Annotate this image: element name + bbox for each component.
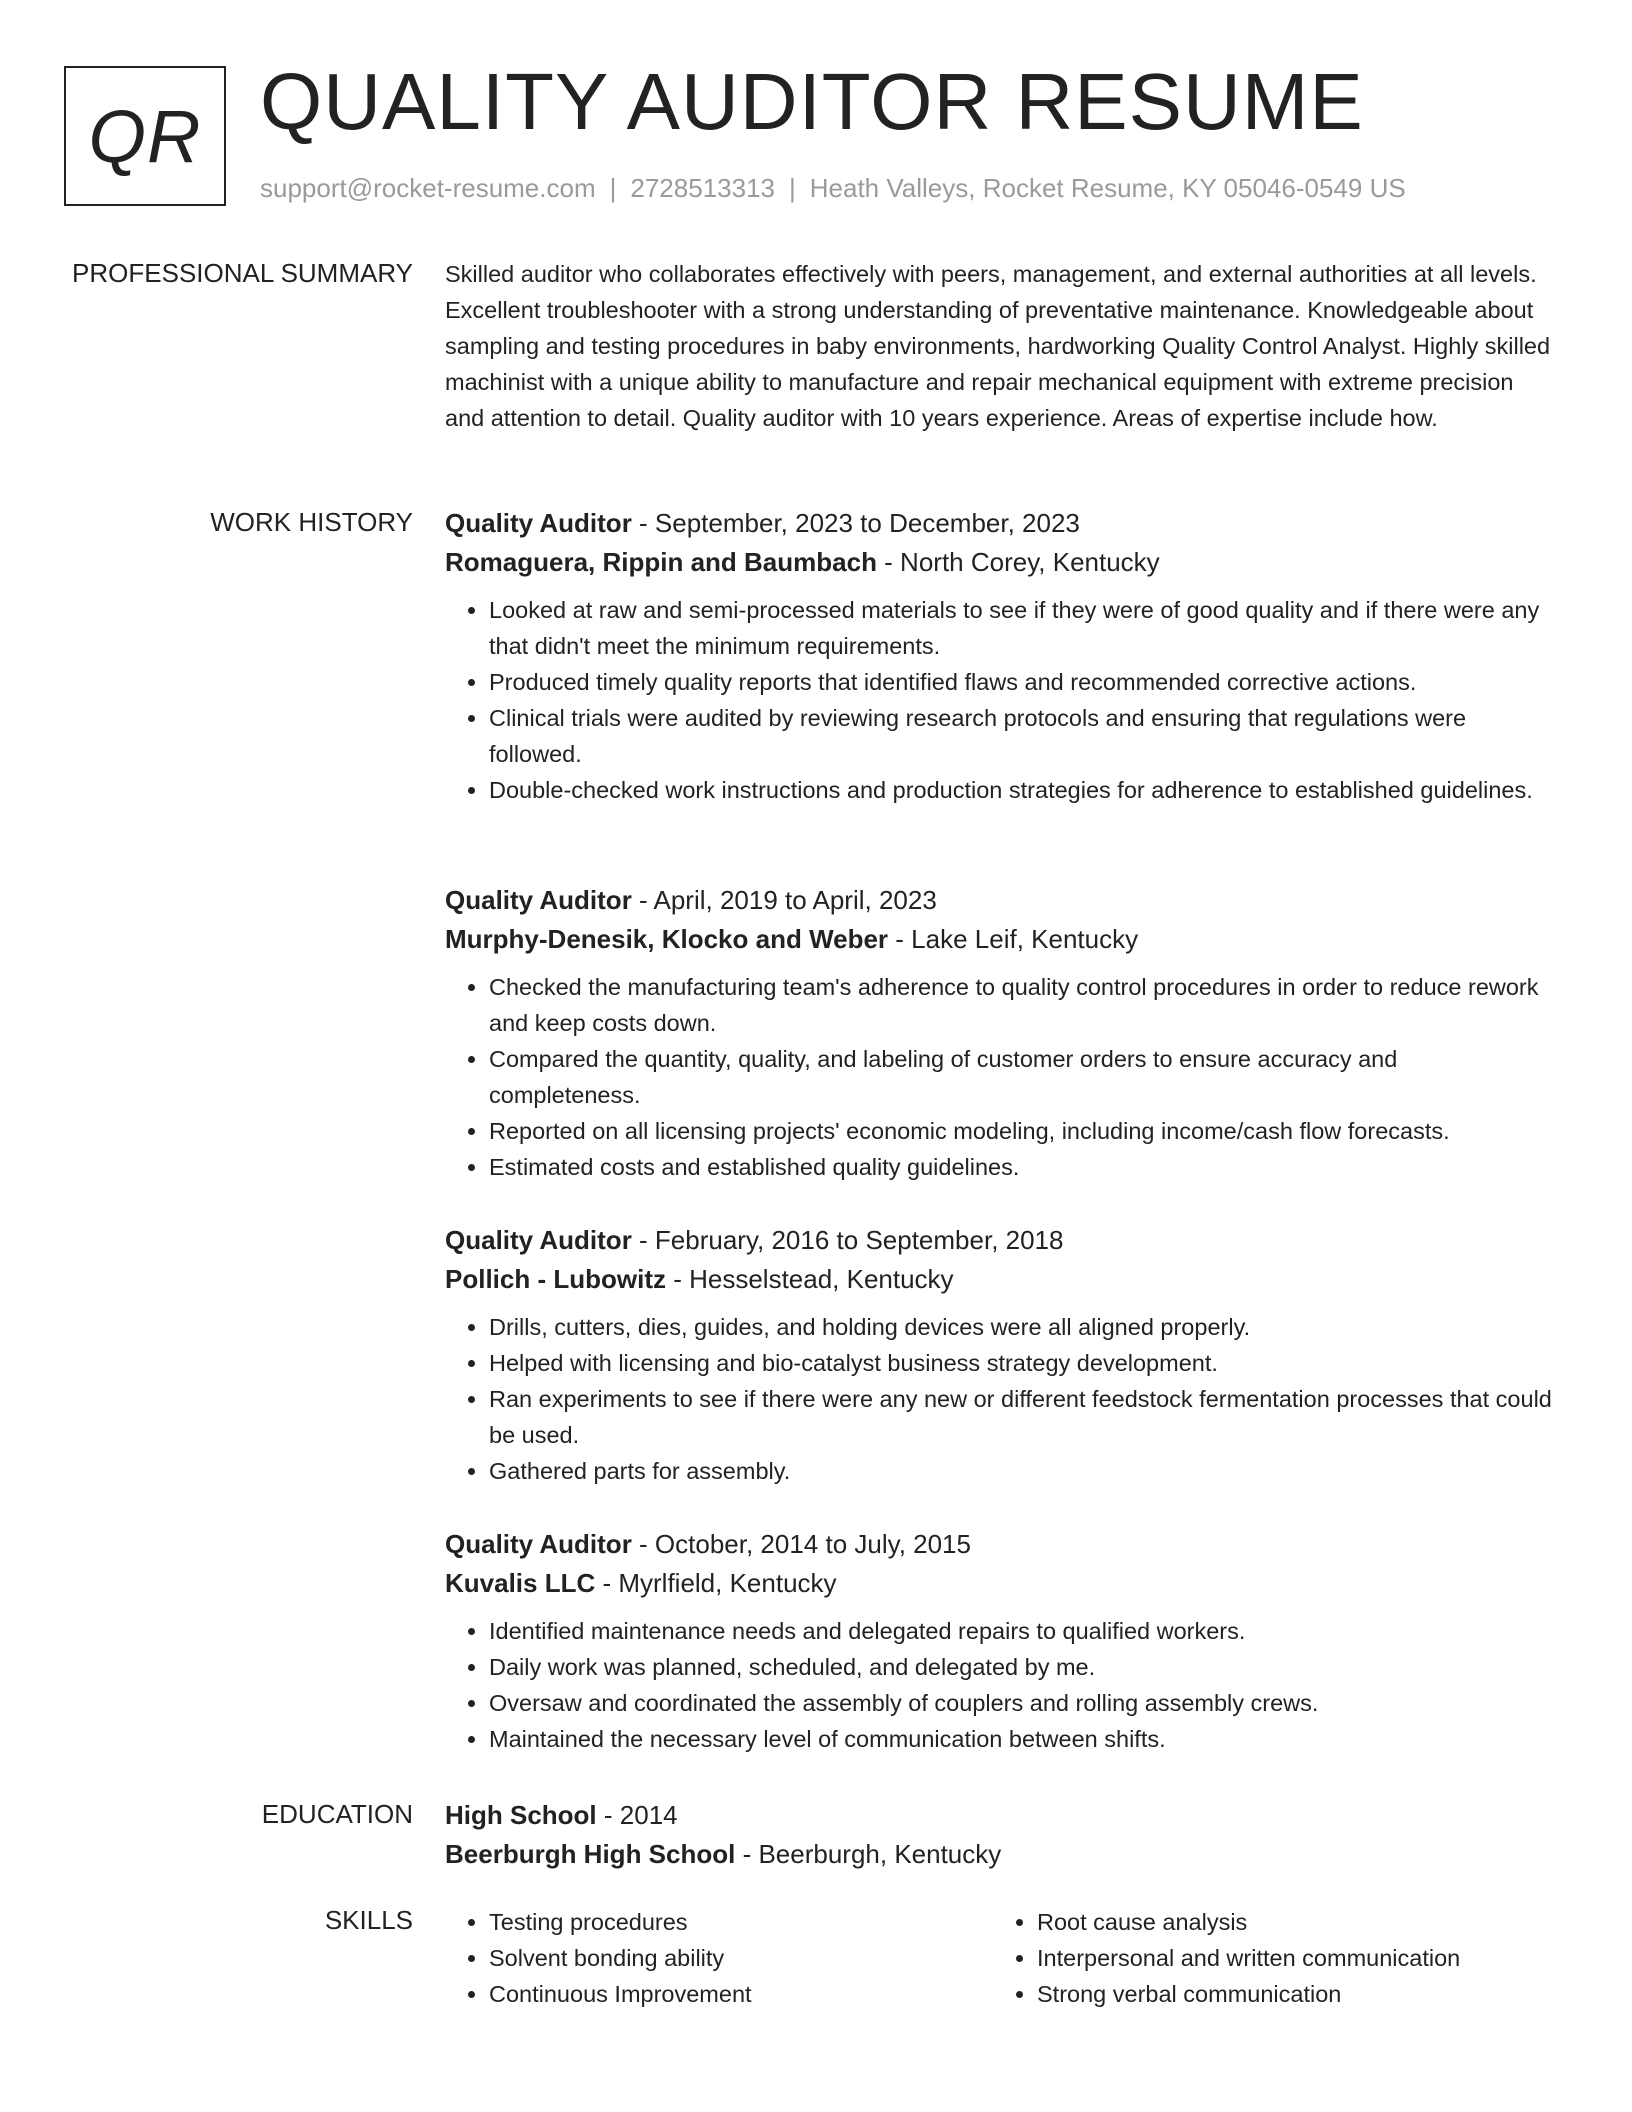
duty-item: • Looked at raw and semi-processed materials to see if they were of good quality and if there were any that didn't meet the minimum requirements. bbox=[489, 592, 1555, 664]
job-duties bbox=[445, 969, 1555, 1185]
job-company-line bbox=[445, 1260, 1555, 1299]
job-company: Romaguera, Rippin and Baumbach bbox=[445, 547, 877, 577]
education-degree-line bbox=[445, 1796, 1555, 1835]
work-history-heading: WORK HISTORY bbox=[210, 507, 413, 537]
job-duties bbox=[445, 592, 1555, 808]
job-title: Quality Auditor bbox=[445, 1225, 632, 1255]
contact-address: Heath Valleys, Rocket Resume, KY 05046-0549 US bbox=[809, 173, 1406, 203]
job-title: Quality Auditor bbox=[445, 508, 632, 538]
job-company-line bbox=[445, 920, 1555, 959]
skill-item: • Solvent bonding ability bbox=[489, 1940, 993, 1976]
job-title: Quality Auditor bbox=[445, 885, 632, 915]
job-company: Kuvalis LLC bbox=[445, 1568, 596, 1598]
job-entry bbox=[445, 504, 1555, 808]
job-company: Pollich - Lubowitz bbox=[445, 1264, 666, 1294]
job-dates: - September, 2023 to December, 2023 bbox=[631, 508, 1080, 538]
contact-phone[interactable]: 2728513313 bbox=[630, 173, 775, 203]
job-location: - Myrlfield, Kentucky bbox=[595, 1568, 837, 1598]
duty-item: • Drills, cutters, dies, guides, and holding devices were all aligned properly. bbox=[489, 1309, 1555, 1345]
contact-separator: | bbox=[609, 173, 617, 203]
job-title-line bbox=[445, 881, 1555, 920]
duty-item: • Reported on all licensing projects' economic modeling, including income/cash flow forecasts. bbox=[489, 1113, 1555, 1149]
contact-line bbox=[260, 173, 1406, 204]
skill-item: • Strong verbal communication bbox=[1037, 1976, 1541, 2012]
job-dates: - October, 2014 to July, 2015 bbox=[631, 1529, 971, 1559]
skills-grid bbox=[445, 1904, 1555, 2012]
duty-item: • Daily work was planned, scheduled, and delegated by me. bbox=[489, 1649, 1555, 1685]
education-degree: High School bbox=[445, 1800, 597, 1830]
skill-item: • Continuous Improvement bbox=[489, 1976, 993, 2012]
education-year: - 2014 bbox=[596, 1800, 678, 1830]
job-location: - Lake Leif, Kentucky bbox=[888, 924, 1139, 954]
monogram-initials: QR bbox=[88, 94, 202, 178]
job-dates: - February, 2016 to September, 2018 bbox=[631, 1225, 1064, 1255]
job-location: - Hesselstead, Kentucky bbox=[665, 1264, 954, 1294]
skills-body bbox=[445, 1904, 1555, 2012]
duty-item: • Checked the manufacturing team's adherence to quality control procedures in order to reduce rework and keep costs down. bbox=[489, 969, 1555, 1041]
job-duties bbox=[445, 1613, 1555, 1757]
job-title-line bbox=[445, 1221, 1555, 1260]
skills-column-left bbox=[445, 1904, 993, 2012]
job-location: - North Corey, Kentucky bbox=[876, 547, 1160, 577]
resume-title: QUALITY AUDITOR RESUME bbox=[260, 57, 1364, 146]
education-heading: EDUCATION bbox=[261, 1799, 413, 1829]
education-school: Beerburgh High School bbox=[445, 1839, 736, 1869]
skill-item: • Root cause analysis bbox=[1037, 1904, 1541, 1940]
job-entry bbox=[445, 1525, 1555, 1757]
monogram-box bbox=[64, 66, 226, 206]
duty-item: • Estimated costs and established quality guidelines. bbox=[489, 1149, 1555, 1185]
job-company: Murphy-Denesik, Klocko and Weber bbox=[445, 924, 889, 954]
duty-item: • Produced timely quality reports that identified flaws and recommended corrective actions. bbox=[489, 664, 1555, 700]
duty-item: • Helped with licensing and bio-catalyst business strategy development. bbox=[489, 1345, 1555, 1381]
job-title: Quality Auditor bbox=[445, 1529, 632, 1559]
skills-heading: SKILLS bbox=[324, 1905, 413, 1935]
duty-item: • Gathered parts for assembly. bbox=[489, 1453, 1555, 1489]
education-body bbox=[445, 1796, 1555, 1874]
job-title-line bbox=[445, 504, 1555, 543]
duty-item: • Double-checked work instructions and production strategies for adherence to established guidelines. bbox=[489, 772, 1555, 808]
contact-email[interactable]: support@rocket-resume.com bbox=[260, 173, 596, 203]
job-dates: - April, 2019 to April, 2023 bbox=[631, 885, 937, 915]
duty-item: • Oversaw and coordinated the assembly of couplers and rolling assembly crews. bbox=[489, 1685, 1555, 1721]
duty-item: • Maintained the necessary level of communication between shifts. bbox=[489, 1721, 1555, 1757]
summary-heading: PROFESSIONAL SUMMARY bbox=[72, 258, 413, 288]
education-location: - Beerburgh, Kentucky bbox=[735, 1839, 1002, 1869]
job-entry bbox=[445, 881, 1555, 1185]
duty-item: • Clinical trials were audited by reviewing research protocols and ensuring that regulations were followed. bbox=[489, 700, 1555, 772]
job-duties bbox=[445, 1309, 1555, 1489]
duty-item: • Ran experiments to see if there were any new or different feedstock fermentation processes that could be used. bbox=[489, 1381, 1555, 1453]
skills-column-right bbox=[993, 1904, 1541, 2012]
skill-item: • Testing procedures bbox=[489, 1904, 993, 1940]
skill-item: • Interpersonal and written communication bbox=[1037, 1940, 1541, 1976]
job-entry bbox=[445, 1221, 1555, 1489]
job-title-line bbox=[445, 1525, 1555, 1564]
job-company-line bbox=[445, 543, 1555, 582]
duty-item: • Identified maintenance needs and delegated repairs to qualified workers. bbox=[489, 1613, 1555, 1649]
job-company-line bbox=[445, 1564, 1555, 1603]
duty-item: • Compared the quantity, quality, and labeling of customer orders to ensure accuracy and completeness. bbox=[489, 1041, 1555, 1113]
summary-text: Skilled auditor who collaborates effectively with peers, management, and external authorities at all levels. Excellent troubleshooter with a strong understanding of preventative maintenance. Knowledgeable about sampling and testing procedures in baby environments, hardworking Quality Control Analyst. Highly skilled machinist with a unique ability to manufacture and repair mechanical equipment with extreme precision and attention to detail. Quality auditor with 10 years experience. Areas of expertise include how. bbox=[445, 261, 1551, 431]
contact-separator: | bbox=[789, 173, 796, 203]
education-school-line bbox=[445, 1835, 1555, 1874]
